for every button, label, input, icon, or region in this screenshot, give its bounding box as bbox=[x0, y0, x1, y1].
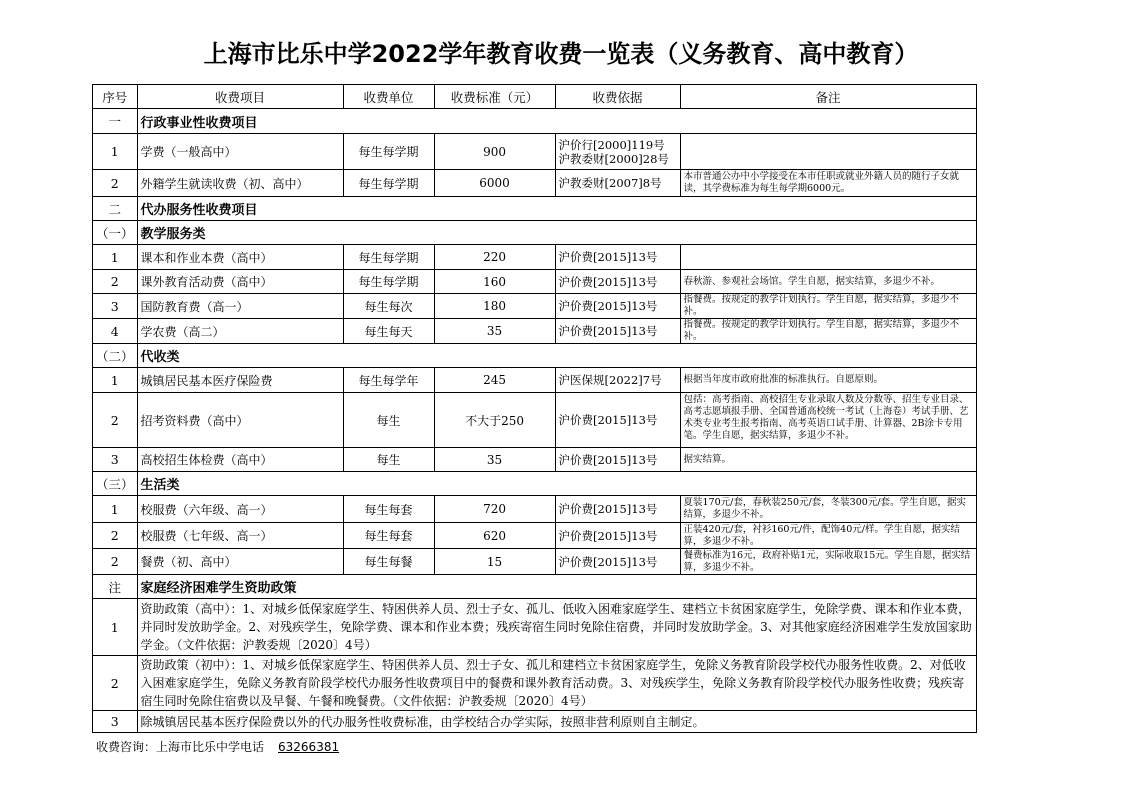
row-unit: 每生每天 bbox=[343, 319, 434, 344]
subsection-row bbox=[93, 221, 977, 245]
row-item: 校服费（六年级、高一） bbox=[137, 496, 343, 523]
header-unit: 收费单位 bbox=[343, 85, 434, 109]
row-basis: 沪价费[2015]13号 bbox=[555, 319, 680, 344]
row-seq: 3 bbox=[93, 294, 138, 319]
note-text: 资助政策（初中）：1、对城乡低保家庭学生、特困供养人员、烈士子女、孤儿和建档立卡贫困家庭学生，免除义务教育阶段学校代办服务性收费。2、对低收入困难家庭学生，免除义务教育阶段学校代办服务性收费项目中的餐费和课外教育活动费。3、对残疾学生，免除义务教育阶段学校代办服务性收费；残疾寄宿生同时免除住宿费以及早餐、午餐和晚餐费。（文件依据：沪教委规〔2020〕4号） bbox=[137, 656, 976, 711]
row-basis: 沪价费[2015]13号 bbox=[555, 523, 680, 549]
row-seq: 2 bbox=[93, 523, 138, 549]
row-basis: 沪医保规[2022]7号 bbox=[555, 368, 680, 393]
section-row bbox=[93, 109, 977, 134]
subsection-row bbox=[93, 344, 977, 368]
notes-section-seq: 注 bbox=[93, 575, 138, 599]
row-unit: 每生每学期 bbox=[343, 170, 434, 197]
row-item: 招考资料费（高中） bbox=[137, 393, 343, 448]
row-standard: 6000 bbox=[434, 170, 555, 197]
row-remark: 餐费标准为16元，政府补贴1元，实际收取15元。学生自愿，据实结算，多退少不补。 bbox=[680, 549, 976, 575]
row-seq: 1 bbox=[93, 496, 138, 523]
row-basis: 沪价费[2015]13号 bbox=[555, 393, 680, 448]
row-item: 学费（一般高中） bbox=[137, 134, 343, 170]
row-remark: 春秋游、参观社会场馆。学生自愿，据实结算，多退少不补。 bbox=[680, 270, 976, 294]
row-standard: 15 bbox=[434, 549, 555, 575]
row-standard: 35 bbox=[434, 319, 555, 344]
table-row bbox=[93, 245, 977, 270]
section-row bbox=[93, 197, 977, 221]
note-seq: 1 bbox=[93, 599, 138, 656]
table-header-row bbox=[93, 85, 977, 109]
row-seq: 3 bbox=[93, 448, 138, 472]
note-text: 资助政策（高中）：1、对城乡低保家庭学生、特困供养人员、烈士子女、孤儿、低收入困难家庭学生、建档立卡贫困家庭学生，免除学费、课本和作业本费，并同时发放助学金。2、对残疾学生，免除学费、课本和作业本费；残疾寄宿生同时免除住宿费，并同时发放助学金。3、对其他家庭经济困难学生发放国家助学金。（文件依据：沪教委规〔2020〕4号） bbox=[137, 599, 976, 656]
row-seq: 1 bbox=[93, 134, 138, 170]
row-remark bbox=[680, 245, 976, 270]
note-seq: 2 bbox=[93, 656, 138, 711]
header-standard: 收费标准（元） bbox=[434, 85, 555, 109]
notes-section-row bbox=[93, 575, 977, 599]
row-remark: 正装420元/套，衬衫160元/件，配饰40元/样。学生自愿，据实结算，多退少不补。 bbox=[680, 523, 976, 549]
note-text: 除城镇居民基本医疗保险费以外的代办服务性收费标准，由学校结合办学实际，按照非营利原则自主制定。 bbox=[137, 711, 976, 733]
row-item: 城镇居民基本医疗保险费 bbox=[137, 368, 343, 393]
section-seq: 二 bbox=[93, 197, 138, 221]
row-remark: 据实结算。 bbox=[680, 448, 976, 472]
row-item: 餐费（初、高中） bbox=[137, 549, 343, 575]
row-basis: 沪价费[2015]13号 bbox=[555, 270, 680, 294]
row-unit: 每生每套 bbox=[343, 496, 434, 523]
table-row bbox=[93, 549, 977, 575]
note-row bbox=[93, 656, 977, 711]
row-seq: 4 bbox=[93, 319, 138, 344]
row-unit: 每生每套 bbox=[343, 523, 434, 549]
row-standard: 180 bbox=[434, 294, 555, 319]
row-standard: 220 bbox=[434, 245, 555, 270]
table-row bbox=[93, 294, 977, 319]
row-item: 课外教育活动费（高中） bbox=[137, 270, 343, 294]
subsection-title: 代收类 bbox=[137, 344, 976, 368]
row-item: 课本和作业本费（高中） bbox=[137, 245, 343, 270]
table-row bbox=[93, 170, 977, 197]
row-item: 校服费（七年级、高一） bbox=[137, 523, 343, 549]
table-row bbox=[93, 448, 977, 472]
row-basis-line: 沪价行[2000]119号 bbox=[558, 137, 665, 152]
row-unit: 每生 bbox=[343, 393, 434, 448]
row-standard: 900 bbox=[434, 134, 555, 170]
header-item: 收费项目 bbox=[137, 85, 343, 109]
row-unit: 每生每学期 bbox=[343, 270, 434, 294]
row-item: 外籍学生就读收费（初、高中） bbox=[137, 170, 343, 197]
table-row bbox=[93, 319, 977, 344]
row-remark bbox=[680, 134, 976, 170]
row-seq: 2 bbox=[93, 549, 138, 575]
row-standard: 620 bbox=[434, 523, 555, 549]
row-basis: 沪价费[2015]13号 bbox=[555, 496, 680, 523]
row-item: 高校招生体检费（高中） bbox=[137, 448, 343, 472]
page-title: 上海市比乐中学2022学年教育收费一览表（义务教育、高中教育） bbox=[203, 40, 919, 68]
row-seq: 1 bbox=[93, 368, 138, 393]
subsection-row bbox=[93, 472, 977, 496]
fee-inquiry bbox=[96, 738, 339, 755]
fee-table bbox=[92, 84, 977, 733]
fee-inquiry-phone: 63266381 bbox=[278, 740, 340, 754]
table-row bbox=[93, 134, 977, 170]
row-seq: 2 bbox=[93, 170, 138, 197]
table-row bbox=[93, 270, 977, 294]
subsection-seq: （一） bbox=[93, 221, 138, 245]
row-seq: 1 bbox=[93, 245, 138, 270]
notes-section-title: 家庭经济困难学生资助政策 bbox=[137, 575, 976, 599]
row-remark: 夏装170元/套，春秋装250元/套，冬装300元/套。学生自愿，据实结算，多退少不补。 bbox=[680, 496, 976, 523]
subsection-title: 生活类 bbox=[137, 472, 976, 496]
row-basis bbox=[555, 134, 680, 170]
subsection-title: 教学服务类 bbox=[137, 221, 976, 245]
row-basis: 沪价费[2015]13号 bbox=[555, 448, 680, 472]
table-row bbox=[93, 523, 977, 549]
section-title: 代办服务性收费项目 bbox=[137, 197, 976, 221]
note-row bbox=[93, 711, 977, 733]
table-row bbox=[93, 368, 977, 393]
row-unit: 每生 bbox=[343, 448, 434, 472]
header-remark: 备注 bbox=[680, 85, 976, 109]
row-remark: 本市普通公办中小学接受在本市任职或就业外籍人员的随行子女就读，其学费标准为每生每学期6000元。 bbox=[680, 170, 976, 197]
row-remark: 根据当年度市政府批准的标准执行。自愿原则。 bbox=[680, 368, 976, 393]
row-standard: 245 bbox=[434, 368, 555, 393]
row-standard: 35 bbox=[434, 448, 555, 472]
row-unit: 每生每学期 bbox=[343, 245, 434, 270]
row-unit: 每生每学年 bbox=[343, 368, 434, 393]
row-basis: 沪教委财[2007]8号 bbox=[555, 170, 680, 197]
table-row bbox=[93, 496, 977, 523]
row-remark bbox=[680, 393, 976, 448]
subsection-seq: （二） bbox=[93, 344, 138, 368]
row-standard: 160 bbox=[434, 270, 555, 294]
row-unit: 每生每学期 bbox=[343, 134, 434, 170]
row-unit: 每生每餐 bbox=[343, 549, 434, 575]
row-item: 学农费（高二） bbox=[137, 319, 343, 344]
row-standard: 不大于250 bbox=[434, 393, 555, 448]
header-seq: 序号 bbox=[93, 85, 138, 109]
row-basis: 沪价费[2015]13号 bbox=[555, 549, 680, 575]
row-basis: 沪价费[2015]13号 bbox=[555, 294, 680, 319]
table-row bbox=[93, 393, 977, 448]
row-basis-line: 沪教委财[2000]28号 bbox=[558, 151, 669, 166]
row-unit: 每生每次 bbox=[343, 294, 434, 319]
row-standard: 720 bbox=[434, 496, 555, 523]
row-remark: 指餐费。按规定的教学计划执行。学生自愿，据实结算，多退少不补。 bbox=[680, 294, 976, 319]
fee-inquiry-label: 收费咨询：上海市比乐中学电话 bbox=[96, 740, 265, 754]
row-item: 国防教育费（高一） bbox=[137, 294, 343, 319]
header-basis: 收费依据 bbox=[555, 85, 680, 109]
section-title: 行政事业性收费项目 bbox=[137, 109, 976, 134]
section-seq: 一 bbox=[93, 109, 138, 134]
row-seq: 2 bbox=[93, 393, 138, 448]
row-seq: 2 bbox=[93, 270, 138, 294]
subsection-seq: （三） bbox=[93, 472, 138, 496]
row-remark: 指餐费。按规定的教学计划执行。学生自愿，据实结算，多退少不补。 bbox=[680, 319, 976, 344]
note-row bbox=[93, 599, 977, 656]
row-remark-text: 包括：高考指南、高校招生专业录取人数及分数等、招生专业目录、高考志愿填报手册、全国普通高校统一考试（上海卷）考试手册、艺术类专业考生报考指南、高考英语口试手册、计算器、2B涂卡专用笔。学生自愿，据实结算，多退少不补。 bbox=[683, 394, 969, 441]
row-basis: 沪价费[2015]13号 bbox=[555, 245, 680, 270]
note-seq: 3 bbox=[93, 711, 138, 733]
